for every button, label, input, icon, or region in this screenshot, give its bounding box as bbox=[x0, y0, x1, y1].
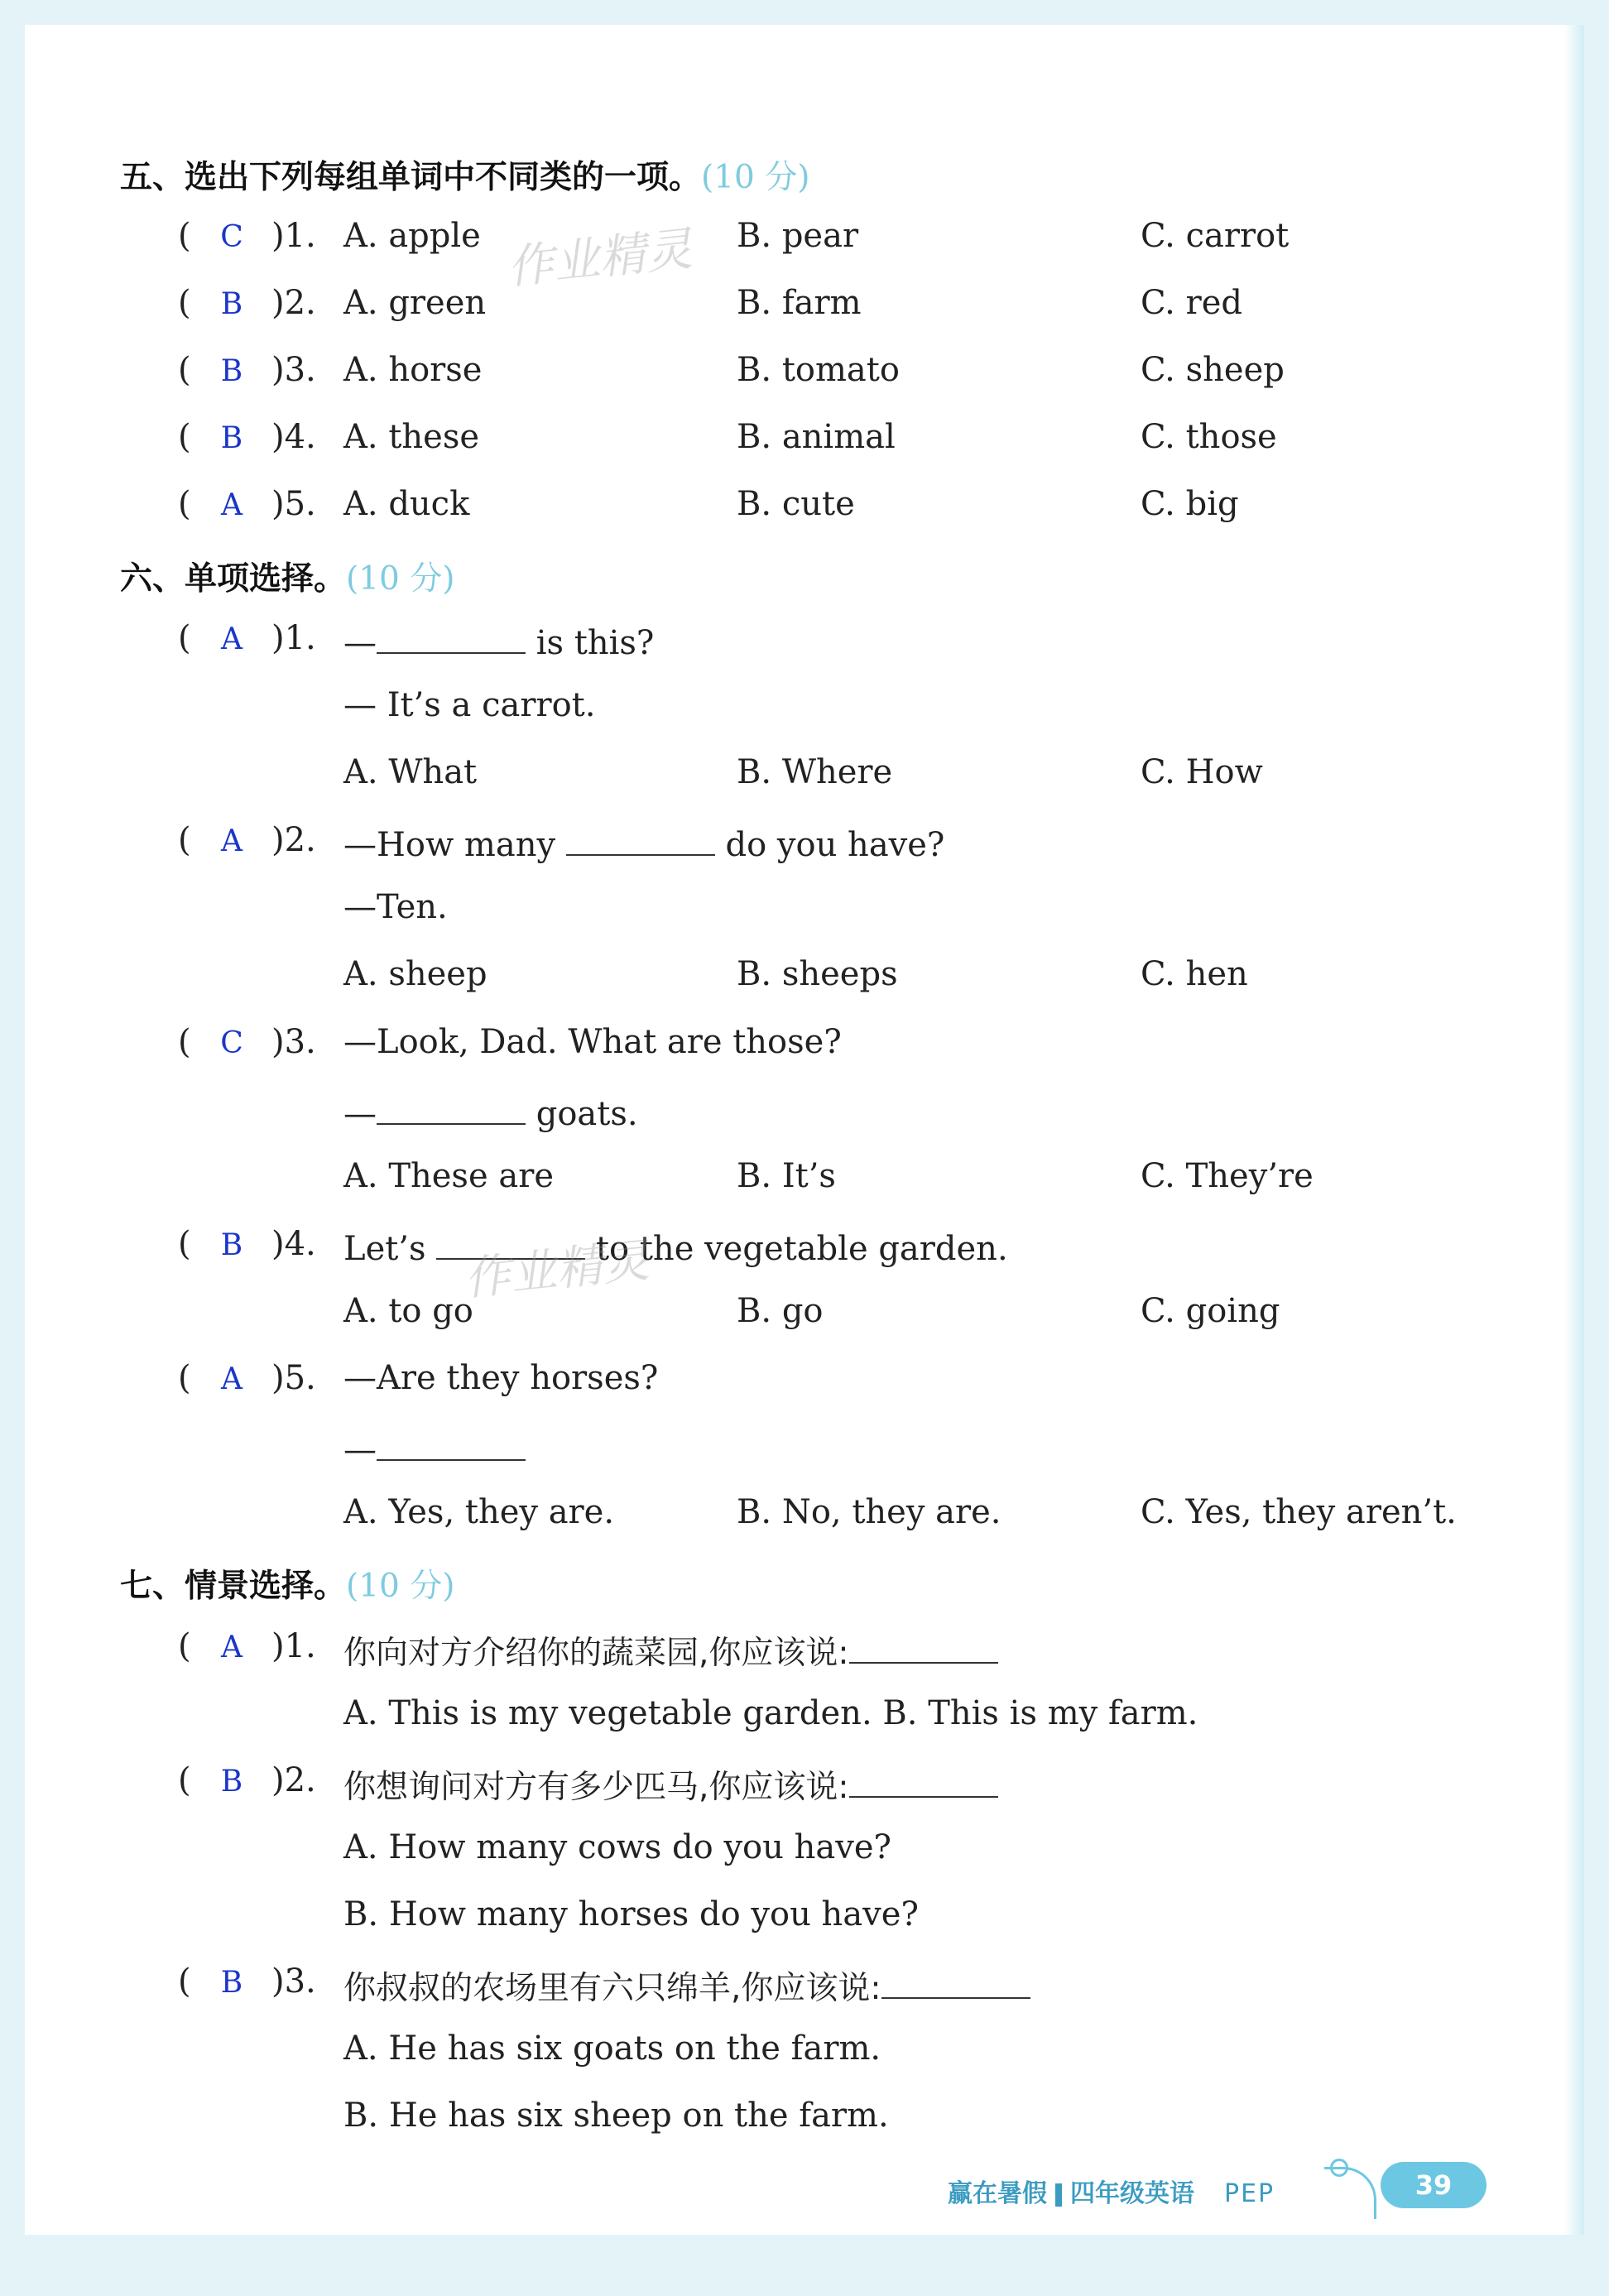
text: — bbox=[343, 1426, 526, 1469]
question-number: )1. bbox=[271, 1627, 316, 1665]
text: 你叔叔的农场里有六只绵羊,你应该说: bbox=[343, 1962, 1030, 2009]
section-title-5: 五、选出下列每组单词中不同类的一项。(10 分) bbox=[120, 159, 810, 196]
answer: B bbox=[220, 354, 243, 388]
answer: B bbox=[220, 1228, 243, 1262]
text: C. big bbox=[1141, 485, 1239, 523]
question-number: )2. bbox=[271, 284, 316, 322]
text: ( bbox=[178, 821, 191, 859]
text: A. What bbox=[343, 753, 478, 791]
text: A. apple bbox=[343, 217, 481, 255]
s7-question-2 bbox=[0, 1761, 1609, 1811]
text: A. These are bbox=[343, 1157, 554, 1195]
text: C. They’re bbox=[1141, 1157, 1314, 1195]
text: A. Yes, they are. bbox=[343, 1493, 615, 1531]
answer: B bbox=[220, 421, 243, 455]
answer: B bbox=[220, 1765, 243, 1799]
text: B. He has six sheep on the farm. bbox=[343, 2097, 889, 2135]
text: B. It’s bbox=[737, 1157, 836, 1195]
text: ( bbox=[178, 1627, 191, 1665]
text: B. go bbox=[737, 1292, 824, 1330]
text: ( bbox=[178, 1962, 191, 2001]
question-number: )4. bbox=[271, 1225, 316, 1263]
blank bbox=[377, 619, 526, 654]
s5-question-2 bbox=[0, 284, 1609, 334]
answer: C bbox=[220, 220, 243, 254]
s5-question-5 bbox=[0, 485, 1609, 535]
blank bbox=[377, 1090, 526, 1125]
question-number: )5. bbox=[271, 485, 316, 523]
text: A. How many cows do you have? bbox=[343, 1828, 891, 1866]
text: ( bbox=[178, 418, 191, 456]
s6-question-5 bbox=[0, 1359, 1609, 1409]
text: — goats. bbox=[343, 1090, 638, 1133]
blank bbox=[881, 1964, 1030, 1999]
text: C. red bbox=[1141, 284, 1243, 322]
text: ( bbox=[178, 1023, 191, 1061]
text: C. How bbox=[1141, 753, 1263, 791]
blank bbox=[377, 1426, 526, 1461]
text: ( bbox=[178, 284, 191, 322]
text: B. Where bbox=[737, 753, 893, 791]
text: B. animal bbox=[737, 418, 896, 456]
text: B. farm bbox=[737, 284, 862, 322]
answer: B bbox=[220, 287, 243, 321]
text: A. these bbox=[343, 418, 480, 456]
question-number: )2. bbox=[271, 821, 316, 859]
s7-question-1 bbox=[0, 1627, 1609, 1677]
s6-question-3 bbox=[0, 1023, 1609, 1073]
text: B. pear bbox=[737, 217, 859, 255]
question-number: )1. bbox=[271, 619, 316, 657]
text: Let’s to the vegetable garden. bbox=[343, 1225, 1008, 1268]
answer: A bbox=[221, 1362, 243, 1396]
text: —Look, Dad. What are those? bbox=[343, 1023, 842, 1061]
blank bbox=[566, 821, 715, 856]
text: B. cute bbox=[737, 485, 855, 523]
section-title-7: 七、情景选择。(10 分) bbox=[120, 1568, 455, 1605]
answer: C bbox=[220, 1026, 243, 1060]
footer-book-info: 赢在暑假 四年级英语 PEP bbox=[948, 2179, 1275, 2208]
text: A. horse bbox=[343, 351, 483, 389]
divider bbox=[1055, 2183, 1062, 2207]
text: C. those bbox=[1141, 418, 1277, 456]
text: B. tomato bbox=[737, 351, 900, 389]
section-title-6: 六、单项选择。(10 分) bbox=[120, 560, 455, 598]
text: 你向对方介绍你的蔬菜园,你应该说: bbox=[343, 1627, 998, 1674]
text: ( bbox=[178, 351, 191, 389]
s7-question-3 bbox=[0, 1962, 1609, 2012]
text: —Are they horses? bbox=[343, 1359, 659, 1397]
text: —Ten. bbox=[343, 888, 448, 926]
text: A. to go bbox=[343, 1292, 473, 1330]
text: ( bbox=[178, 1359, 191, 1397]
s5-question-3 bbox=[0, 351, 1609, 401]
text: A. He has six goats on the farm. bbox=[343, 2029, 881, 2068]
text: — It’s a carrot. bbox=[343, 686, 596, 724]
question-number: )5. bbox=[271, 1359, 316, 1397]
question-number: )3. bbox=[271, 1023, 316, 1061]
text: C. going bbox=[1141, 1292, 1280, 1330]
watermark: 作业精灵 bbox=[461, 1233, 652, 1307]
s6-question-4 bbox=[0, 1225, 1609, 1275]
s5-question-1 bbox=[0, 217, 1609, 267]
answer: A bbox=[221, 1631, 243, 1664]
text: B. No, they are. bbox=[737, 1493, 1001, 1531]
s5-question-4 bbox=[0, 418, 1609, 468]
text: A. sheep bbox=[343, 955, 488, 993]
question-number: )3. bbox=[271, 1962, 316, 2001]
text: C. hen bbox=[1141, 955, 1248, 993]
text: —How many do you have? bbox=[343, 821, 944, 864]
text: ( bbox=[178, 1225, 191, 1263]
watermark: 作业精灵 bbox=[504, 222, 695, 295]
text: ( bbox=[178, 1761, 191, 1799]
blank bbox=[849, 1763, 998, 1798]
text: C. Yes, they aren’t. bbox=[1141, 1493, 1457, 1531]
question-number: )3. bbox=[271, 351, 316, 389]
s6-question-2 bbox=[0, 821, 1609, 871]
text: A. green bbox=[343, 284, 487, 322]
answer: A bbox=[221, 622, 243, 656]
blank bbox=[849, 1629, 998, 1664]
text: A. duck bbox=[343, 485, 470, 523]
text: C. sheep bbox=[1141, 351, 1285, 389]
question-number: )2. bbox=[271, 1761, 316, 1799]
text: — is this? bbox=[343, 619, 654, 662]
text: A. This is my vegetable garden. B. This is my farm. bbox=[343, 1694, 1198, 1732]
page-number: 39 bbox=[1381, 2162, 1487, 2208]
text: ( bbox=[178, 485, 191, 523]
answer: B bbox=[220, 1966, 243, 2000]
question-number: )4. bbox=[271, 418, 316, 456]
s6-question-1 bbox=[0, 619, 1609, 669]
text: ( bbox=[178, 217, 191, 255]
text: B. sheeps bbox=[737, 955, 898, 993]
answer: A bbox=[221, 824, 243, 858]
text: C. carrot bbox=[1141, 217, 1290, 255]
question-number: )1. bbox=[271, 217, 316, 255]
text: B. How many horses do you have? bbox=[343, 1895, 919, 1933]
text: 你想询问对方有多少匹马,你应该说: bbox=[343, 1761, 998, 1808]
answer: A bbox=[221, 488, 243, 522]
text: ( bbox=[178, 619, 191, 657]
